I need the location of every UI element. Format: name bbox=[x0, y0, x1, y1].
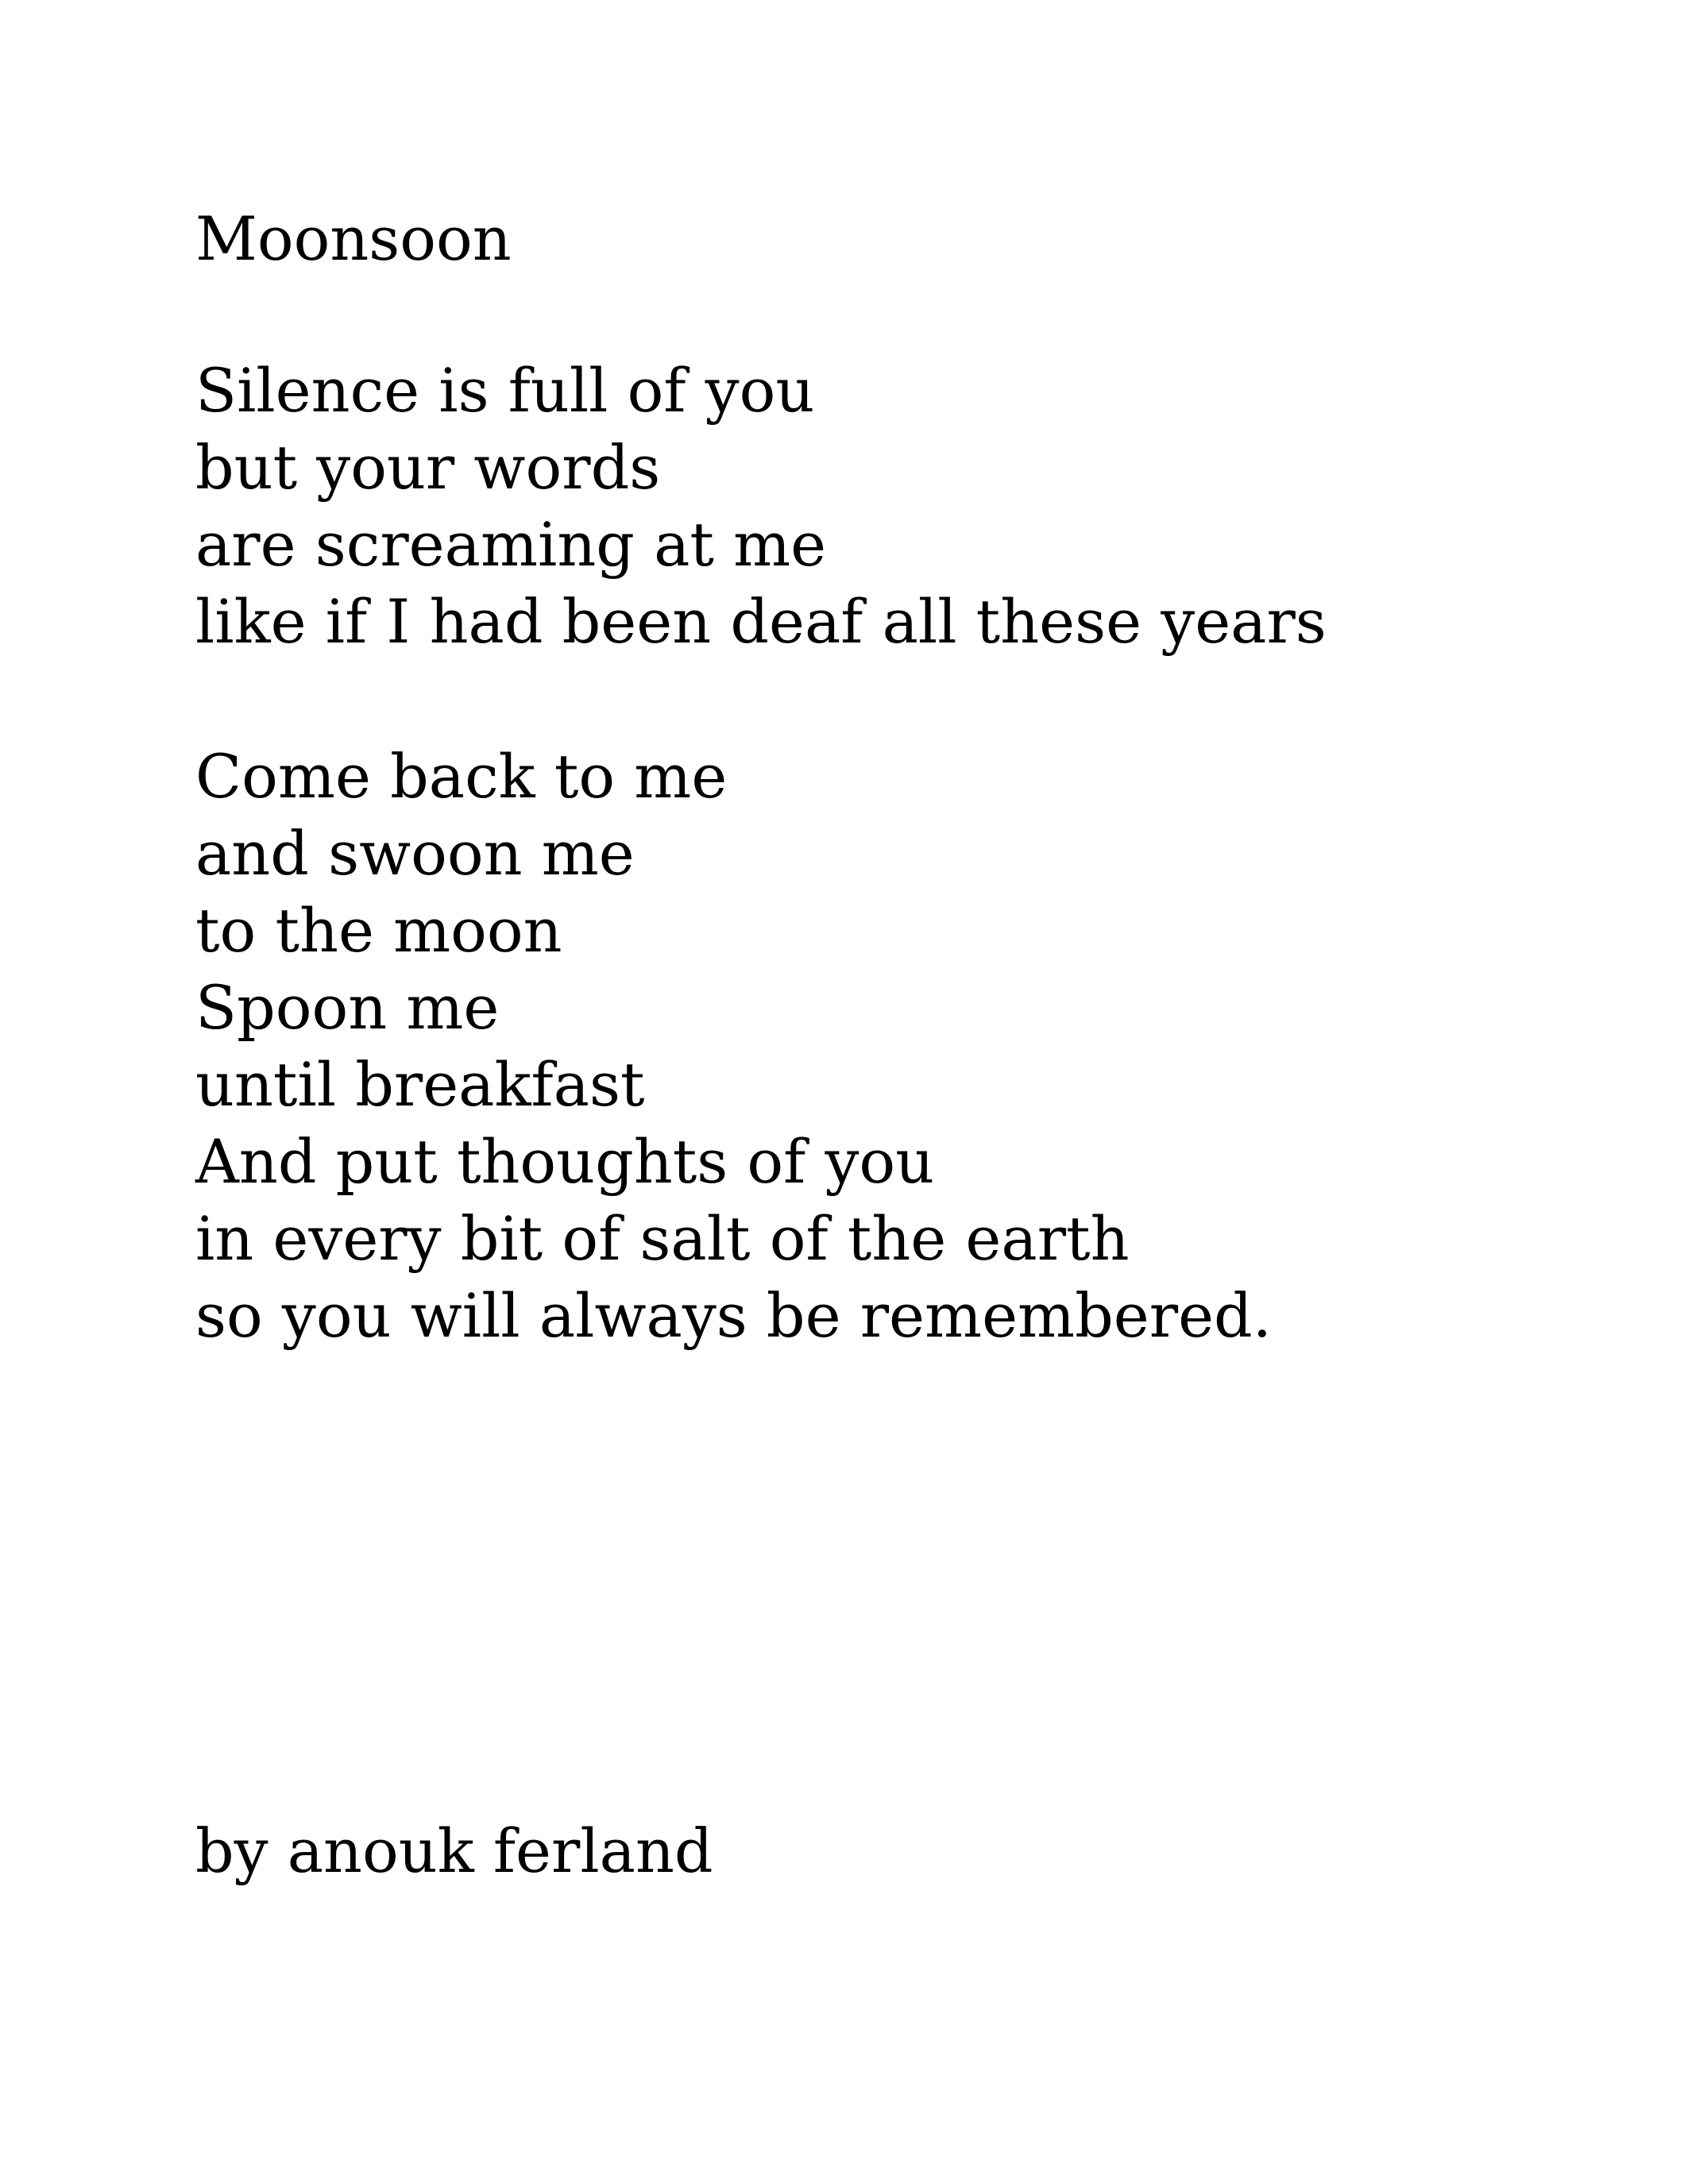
author-byline: by anouk ferland bbox=[195, 1815, 713, 1886]
poem-line: so you will always be remembered. bbox=[195, 1280, 1272, 1351]
poem-stanza-1 bbox=[195, 352, 1327, 660]
poem-line: are screaming at me bbox=[195, 509, 827, 580]
poem-line: And put thoughts of you bbox=[195, 1126, 935, 1197]
poem-title: Moonsoon bbox=[195, 203, 512, 274]
poem-line: and swoon me bbox=[195, 818, 635, 889]
poem-line: in every bit of salt of the earth bbox=[195, 1203, 1130, 1274]
poem-line: like if I had been deaf all these years bbox=[195, 586, 1327, 657]
poem-line: Silence is full of you bbox=[195, 355, 815, 426]
poem-line: Come back to me bbox=[195, 741, 728, 812]
poem-line: until breakfast bbox=[195, 1049, 645, 1120]
poem-line: Spoon me bbox=[195, 972, 500, 1043]
poem-line: to the moon bbox=[195, 895, 562, 966]
poem-stanza-2 bbox=[195, 738, 1272, 1354]
poem-line: but your words bbox=[195, 432, 661, 503]
